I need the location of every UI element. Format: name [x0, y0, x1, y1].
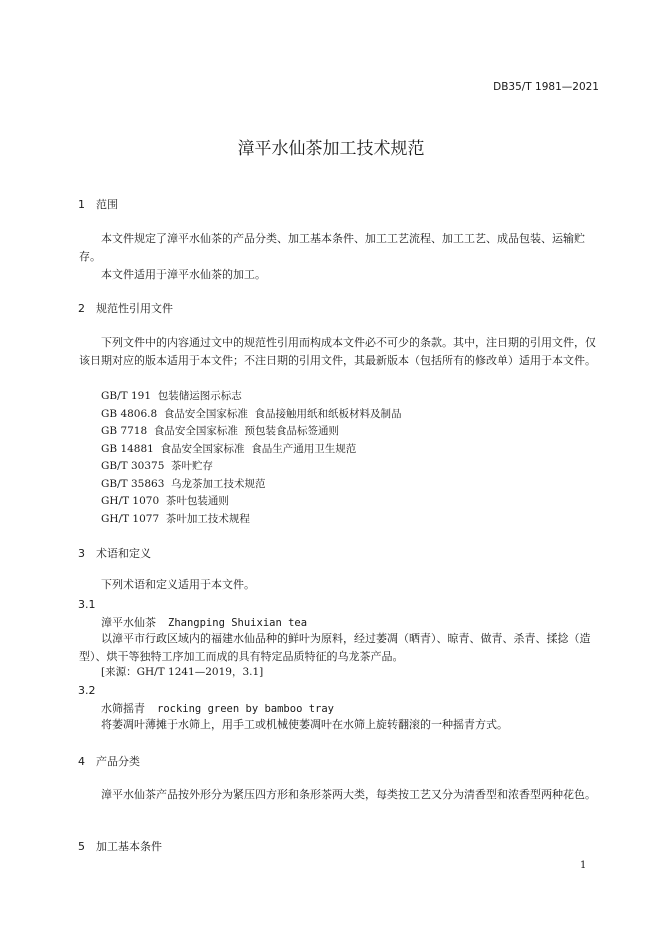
- term-source: [来源：GH/T 1241—2019，3.1]: [101, 666, 264, 678]
- section-1-heading: [78, 196, 118, 212]
- section-4-heading: [78, 753, 140, 769]
- term-number: 3.1: [78, 598, 96, 611]
- paragraph: 漳平水仙茶产品按外形分为紧压四方形和条形茶两大类，每类按工艺又分为清香型和浓香型两种花色。: [101, 788, 596, 801]
- term-chinese: 漳平水仙茶: [101, 616, 156, 629]
- section-3-heading: [78, 545, 151, 561]
- reference-item: GB 7718 食品安全国家标准 预包装食品标签通则: [101, 425, 340, 437]
- section-3-intro: [79, 576, 601, 594]
- section-title: 产品分类: [96, 755, 140, 768]
- section-2-heading: [78, 300, 173, 316]
- paragraph: 下列文件中的内容通过文中的规范性引用而构成本文件必不可少的条款。其中，注日期的引用文件，仅该日期对应的版本适用于本文件；不注日期的引用文件，其最新版本（包括所有的修改单）适用于本文件。: [79, 336, 596, 367]
- term-definition: [79, 716, 601, 734]
- term-number: 3.2: [78, 684, 96, 697]
- reference-list: [101, 388, 402, 528]
- reference-item: GB/T 35863 乌龙茶加工技术规范: [101, 477, 266, 490]
- section-number: 1: [78, 198, 85, 211]
- section-1-body: [79, 230, 601, 284]
- term-definition: [79, 630, 601, 666]
- section-number: 3: [78, 547, 85, 560]
- section-number: 5: [78, 840, 85, 853]
- page-number: 1: [580, 860, 587, 871]
- section-title: 规范性引用文件: [96, 302, 173, 315]
- term-heading: [101, 614, 307, 630]
- reference-item: GB/T 191 包装储运图示标志: [101, 390, 242, 402]
- reference-item: GH/T 1077 茶叶加工技术规程: [101, 512, 250, 525]
- section-title: 加工基本条件: [96, 840, 162, 853]
- reference-item: GB/T 30375 茶叶贮存: [101, 460, 214, 472]
- section-number: 4: [78, 755, 85, 768]
- term-heading: [101, 700, 334, 716]
- paragraph: 本文件适用于漳平水仙茶的加工。: [101, 268, 266, 281]
- section-4-body: [79, 786, 601, 804]
- term-english: Zhangping Shuixian tea: [168, 617, 308, 629]
- reference-item: GH/T 1070 茶叶包装通则: [101, 495, 229, 507]
- section-title: 术语和定义: [96, 547, 151, 560]
- paragraph: 以漳平市行政区域内的福建水仙品种的鲜叶为原料，经过萎凋（晒青）、晾青、做青、杀青、揉捻（造型）、烘干等独特工序加工而成的具有特定品质特征的乌龙茶产品。: [79, 632, 591, 663]
- reference-item: GB 14881 食品安全国家标准 食品生产通用卫生规范: [101, 442, 357, 455]
- term-english: rocking green by bamboo tray: [157, 703, 335, 715]
- section-title: 范围: [96, 198, 118, 211]
- section-number: 2: [78, 302, 85, 315]
- document-title: 漳平水仙茶加工技术规范: [237, 139, 425, 159]
- reference-item: GB 4806.8 食品安全国家标准 食品接触用纸和纸板材料及制品: [101, 407, 402, 420]
- section-5-heading: [78, 838, 162, 854]
- paragraph: 将萎凋叶薄摊于水筛上，用手工或机械使萎凋叶在水筛上旋转翻滚的一种摇青方式。: [101, 718, 508, 731]
- paragraph: 下列术语和定义适用于本文件。: [101, 578, 255, 591]
- term-chinese: 水筛摇青: [101, 702, 145, 715]
- document-code: DB35/T 1981—2021: [493, 81, 599, 93]
- paragraph: 本文件规定了漳平水仙茶的产品分类、加工基本条件、加工工艺流程、加工工艺、成品包装、运输贮存。: [79, 232, 585, 263]
- section-2-body: [79, 334, 601, 370]
